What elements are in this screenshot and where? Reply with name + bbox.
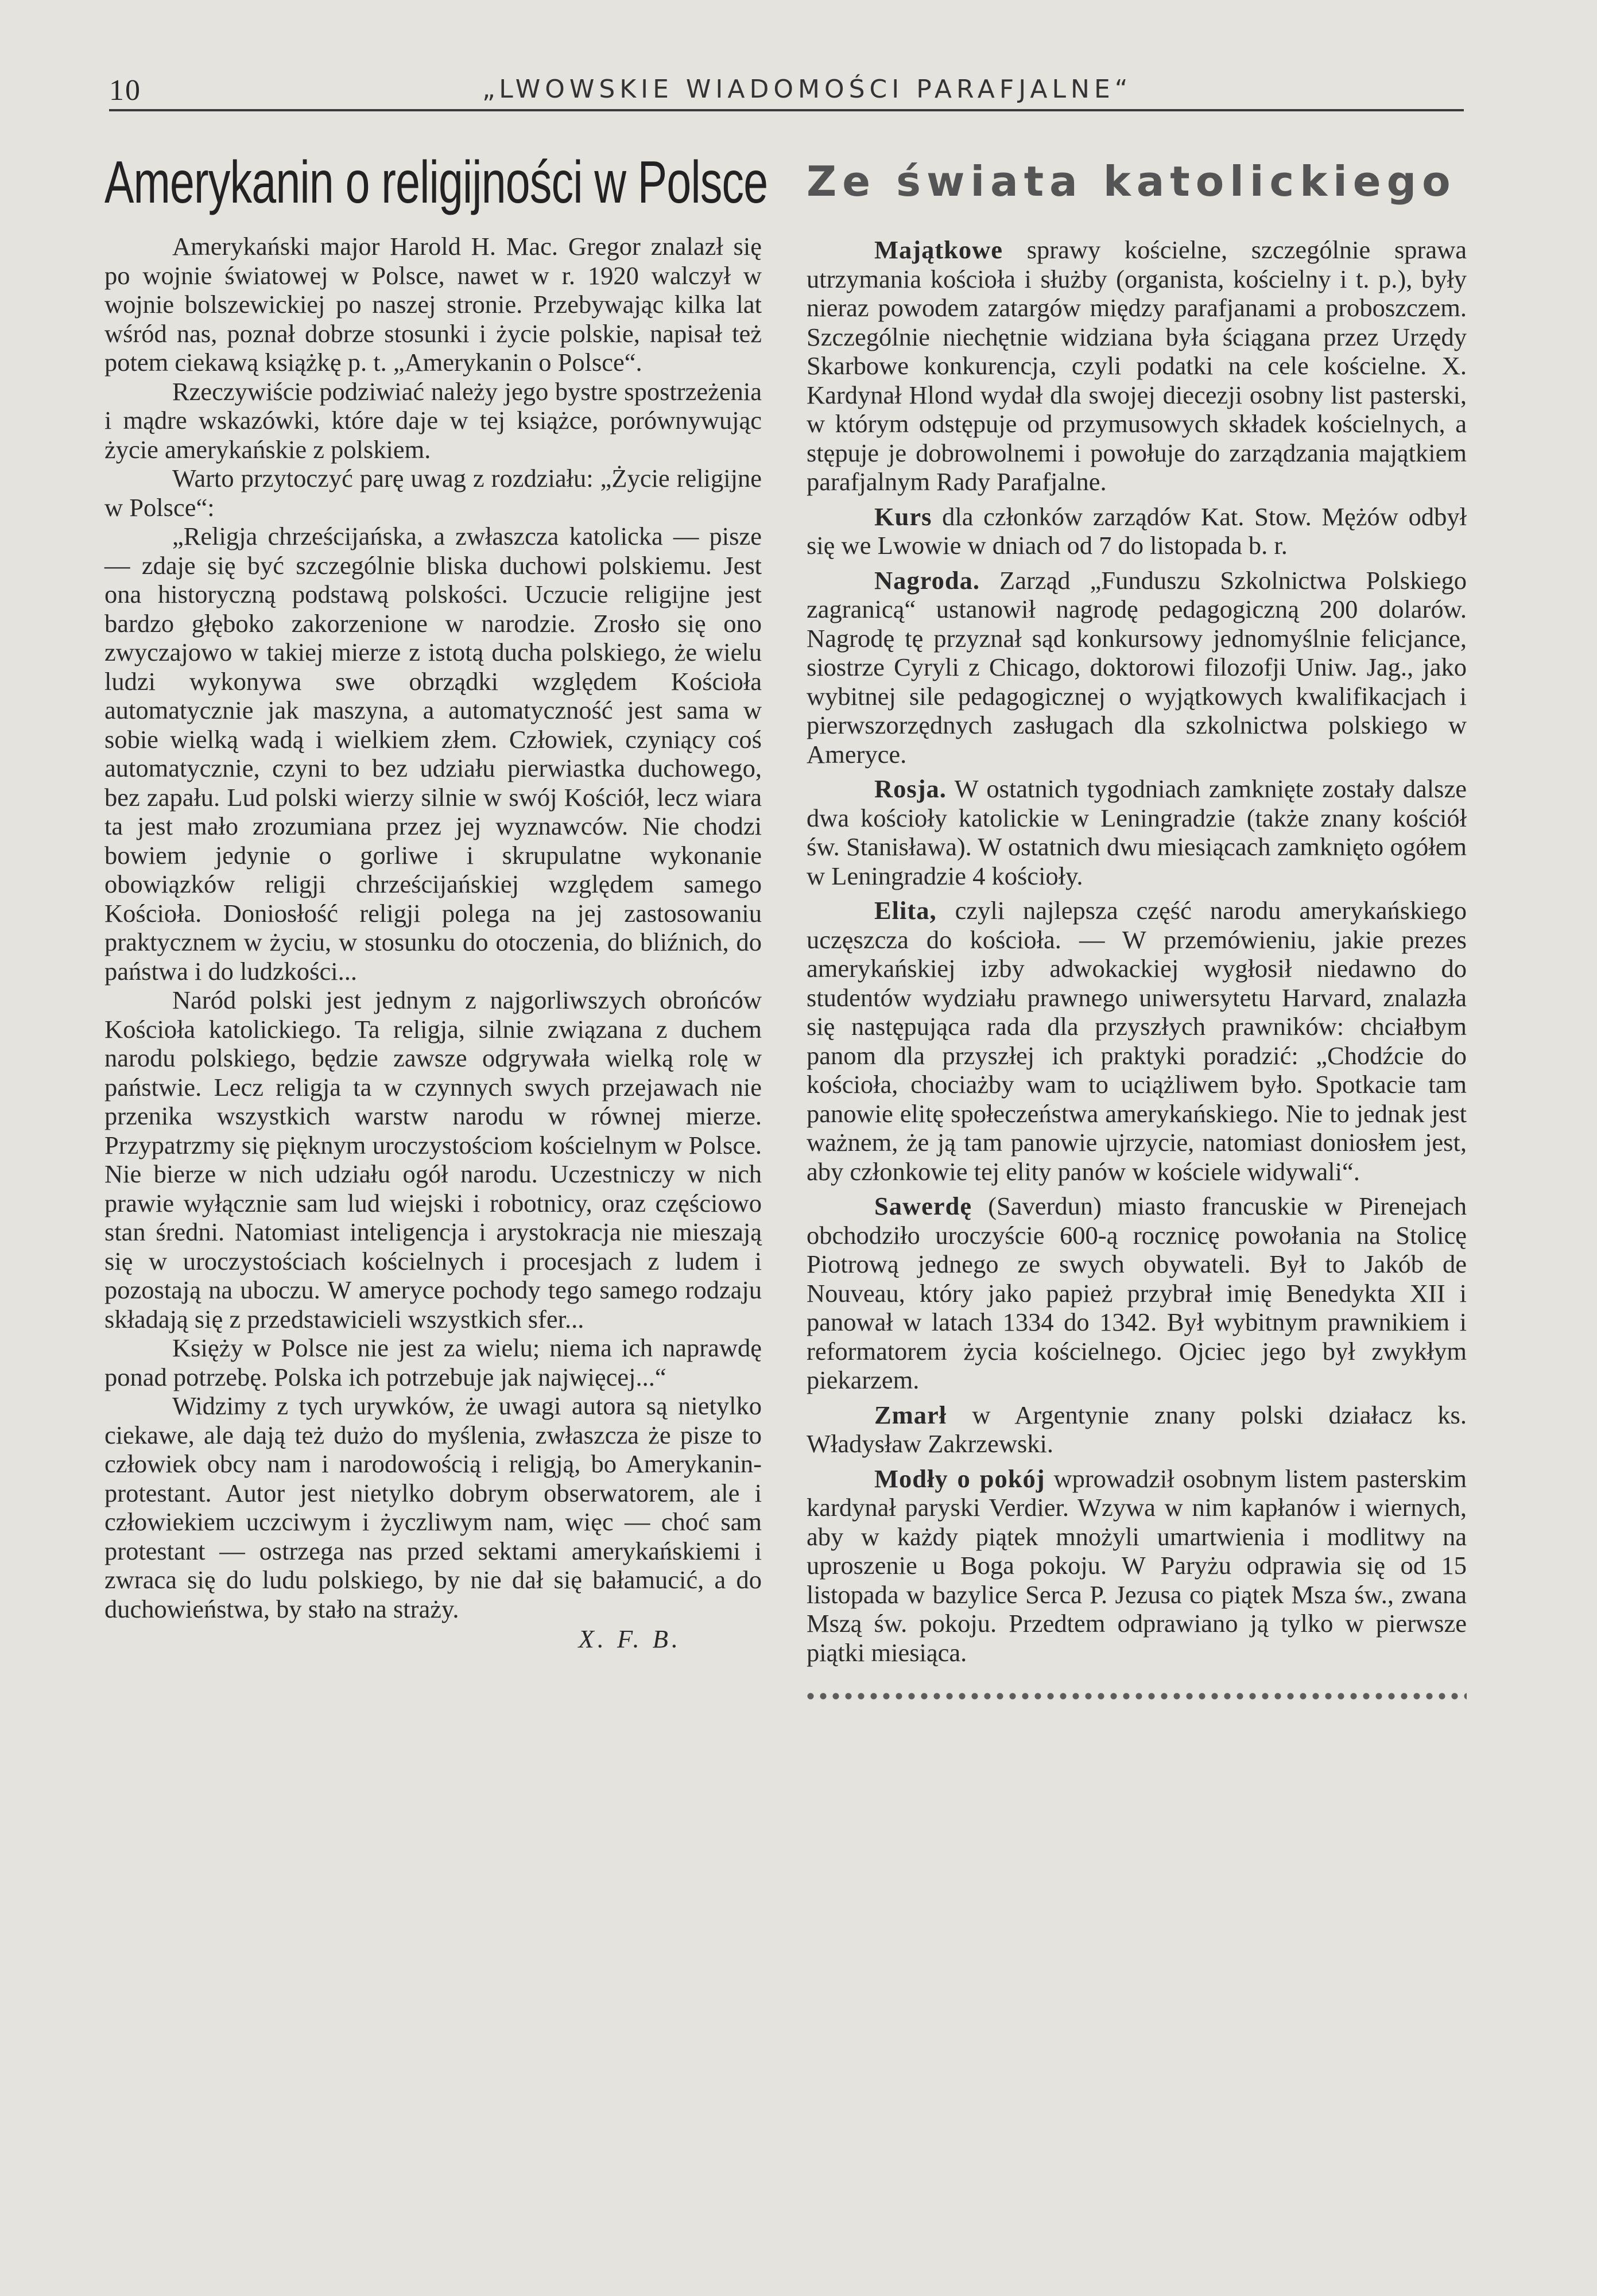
news-item-text: dla członków zarządów Kat. Stow. Mężów odbył się we Lwowie w dniach od 7 do listopada b. r. [807, 502, 1467, 560]
news-item [807, 1401, 1467, 1459]
news-item-text: (Saverdun) miasto francuskie w Pirenejach obchodziło uroczyście 600-ą rocznicę powołania na Stolicę Piotrową jednego ze swych obywateli. Był to Jakób de Nouveau, który jako papież przybrał imię Benedykta XII i panował w latach 1334 do 1342. Był wybitnym prawnikiem i reformatorem życia kościelnego. Ojciec jego był zwykłym piekarzem. [807, 1192, 1467, 1394]
article-paragraph: Warto przytoczyć parę uwag z rozdziału: „Życie religijne w Polsce“: [104, 464, 762, 522]
header-rule [109, 109, 1464, 111]
news-item [807, 502, 1467, 560]
news-item-lead: Zmarł [874, 1400, 947, 1429]
news-item-text: Zarząd „Funduszu Szkolnictwa Polskiego zagranicą“ ustanowił nagrodę pedagogiczną 200 dolarów. Nagrodę tę przyznał sąd konkursowy jednomyślnie felicjance, siostrze Cyryli z Chicago, doktorowi filozofji Uniw. Jag., jako wybitnej sile pedagogicznej o wyjątkowych kwalifikacjach i pierwszorzędnych zasługach dla szkolnictwa polskiego w Ameryce. [807, 565, 1467, 769]
news-item [807, 235, 1467, 497]
news-item [807, 566, 1467, 769]
left-column [104, 132, 768, 1654]
news-item-text: czyli najlepsza część narodu amerykańskiego uczęszcza do kościoła. — W przemówieniu, jakie prezes amerykańskiej izby adwokackiej wygłosił niedawno do studentów wydziału prawnego uniwersytetu Harvard, znalazła się następująca rada dla przyszłych prawników: chciałbym panom dla przyszłej ich praktyki poradzić: „Chodźcie do kościoła, chociażby wam to uciążliwem było. Spotkacie tam panowie elitę społeczeństwa amerykańskiego. Nie to jednak jest ważnem, że ją tam panowie ujrzycie, natomiast doniosłem jest, aby członkowie tej elity panów w kościele widywali“. [807, 896, 1467, 1186]
page-header [109, 73, 1464, 114]
news-item-lead: Sawerdę [874, 1192, 972, 1220]
right-column [807, 132, 1467, 1700]
right-article-title: Ze świata katolickiego [807, 157, 1456, 205]
news-item-lead: Kurs [874, 502, 932, 531]
quote-paragraph: Naród polski jest jednym z najgorliwszych obrońców Kościoła katolickiego. Ta religja, silnie związana z duchem narodu polskiego, będzie zawsze odgrywała wielką rolę w państwie. Lecz religja ta w czynnych swych przejawach nie przenika wszystkich warstw narodu w równej mierze. Przypatrzmy się pięknym uroczystościom kościelnym w Polsce. Nie bierze w nich udziału ogół narodu. Uczestniczy w nich prawie wyłącznie sam lud wiejski i robotnicy, oraz częściowo stan średni. Natomiast inteligencja i arystokracja nie mieszają się w uroczystościach kościelnych i procesjach z ludem i pozostają na uboczu. W ameryce pochody tego samego rodzaju składają się z przedstawicieli wszystkich sfer... [104, 986, 762, 1333]
news-item [807, 1464, 1467, 1667]
news-item-text: W ostatnich tygodniach zamknięte zostały dalsze dwa kościoły katolickie w Leningradzie (także znany kościół św. Stanisława). W ostatnich dwu miesiącach zamknięto ogółem w Leningradzie 4 kościoły. [807, 774, 1467, 890]
news-item [807, 1192, 1467, 1395]
news-item-text: wprowadził osobnym listem pasterskim kardynał paryski Verdier. Wzywa w nim kapłanów i wiernych, aby w każdy piątek mnożyli umartwienia i modlitwy na uproszenie u Boga pokoju. W Paryżu odprawia się od 15 listopada w bazylice Serca P. Jezusa co piątek Msza św., zwana Mszą św. pokoju. Przedtem odprawiano ją tylko w pierwsze piątki miesiąca. [807, 1464, 1467, 1667]
quote-paragraph: „Religja chrześcijańska, a zwłaszcza katolicka — pisze — zdaje się być szczególnie bliska duchowi polskiemu. Jest ona historyczną podstawą polskości. Uczucie religijne jest bardzo głęboko zakorzenione w narodzie. Zrosło się ono zwyczajowo w takiej mierze z istotą ducha polskiego, że wielu ludzi wykonywa swe obrządki względem Kościoła automatycznie jak maszyna, a automatyczność jest sama w sobie wielką wadą i wielkiem złem. Człowiek, czyniący coś automatycznie, czyni to bez udziału pierwiastka duchowego, bez zapału. Lud polski wierzy silnie w swój Kościół, lecz wiara ta jest mało zrozumiana przez jej wyznawców. Nie chodzi bowiem jedynie o gorliwe i skrupulatne wykonanie obowiązków religji chrześcijańskiej względem samego Kościoła. Doniosłość religji polega na jej zastosowaniu praktycznem w życiu, w stosunku do otoczenia, do bliźnich, do państwa i do ludzkości... [104, 522, 762, 986]
news-item-lead: Rosja. [874, 774, 947, 803]
news-item [807, 774, 1467, 890]
news-item-lead: Elita, [874, 896, 937, 925]
quote-paragraph: Księży w Polsce nie jest za wielu; niema ich naprawdę ponad potrzebę. Polska ich potrzebuje jak najwięcej...“ [104, 1333, 762, 1391]
article-paragraph: Widzimy z tych urywków, że uwagi autora są nietylko ciekawe, ale dają też dużo do myślenia, zwłaszcza że pisze to człowiek obcy nam i narodowością i religją, bo Amerykanin-protestant. Autor jest nietylko dobrym obserwatorem, ale i człowiekiem uczciwym i życzliwym nam, więc — choć sam protestant — ostrzega nas przed sektami amerykańskiemi i zwraca się do ludu polskiego, by nie dał się bałamucić, a do duchowieństwa, by stało na straży. [104, 1391, 762, 1623]
article-paragraph: Amerykański major Harold H. Mac. Gregor znalazł się po wojnie światowej w Polsce, nawet w r. 1920 walczył w wojnie bolszewickiej po naszej stronie. Przebywając kilka lat wśród nas, poznał dobrze stosunki i życie polskie, napisał też potem ciekawą książkę p. t. „Amerykanin o Polsce“. [104, 232, 762, 377]
journal-title: „LWOWSKIE WIADOMOŚCI PARAFJALNE“ [482, 75, 1133, 104]
article-paragraph: Rzeczywiście podziwiać należy jego bystre spostrzeżenia i mądre wskazówki, które daje w tej książce, porównywując życie amerykańskie z polskiem. [104, 377, 762, 464]
ornamental-divider [807, 1692, 1467, 1700]
news-item [807, 896, 1467, 1186]
news-item-lead: Modły o pokój [874, 1464, 1045, 1493]
news-item-text: w Argentynie znany polski działacz ks. Władysław Zakrzewski. [807, 1400, 1467, 1458]
author-signature: X. F. B. [578, 1624, 681, 1653]
page-number: 10 [109, 74, 141, 107]
left-article-title: Amerykanin o religijności w Polsce [104, 149, 768, 216]
news-item-lead: Nagroda. [874, 565, 980, 595]
news-item-text: sprawy kościelne, szczególnie sprawa utrzymania kościoła i służby (organista, kościelny i t. p.), były nieraz powodem zatargów między parafjanami a proboszczem. Szczególnie niechętnie widziana była ściągana przez Urzędy Skarbowe konkurencja, czyli podatki na cele kościelne. X. Kardynał Hlond wydał dla swojej diecezji osobny list pasterski, w którym odstępuje od przymusowych składek kościelnych, a stępuje je dobrowolnemi i powołuje do zarządzania majątkiem parafjalnym Rady Parafjalne. [807, 235, 1467, 496]
news-item-lead: Majątkowe [874, 235, 1003, 264]
quoted-passage [104, 522, 762, 1391]
